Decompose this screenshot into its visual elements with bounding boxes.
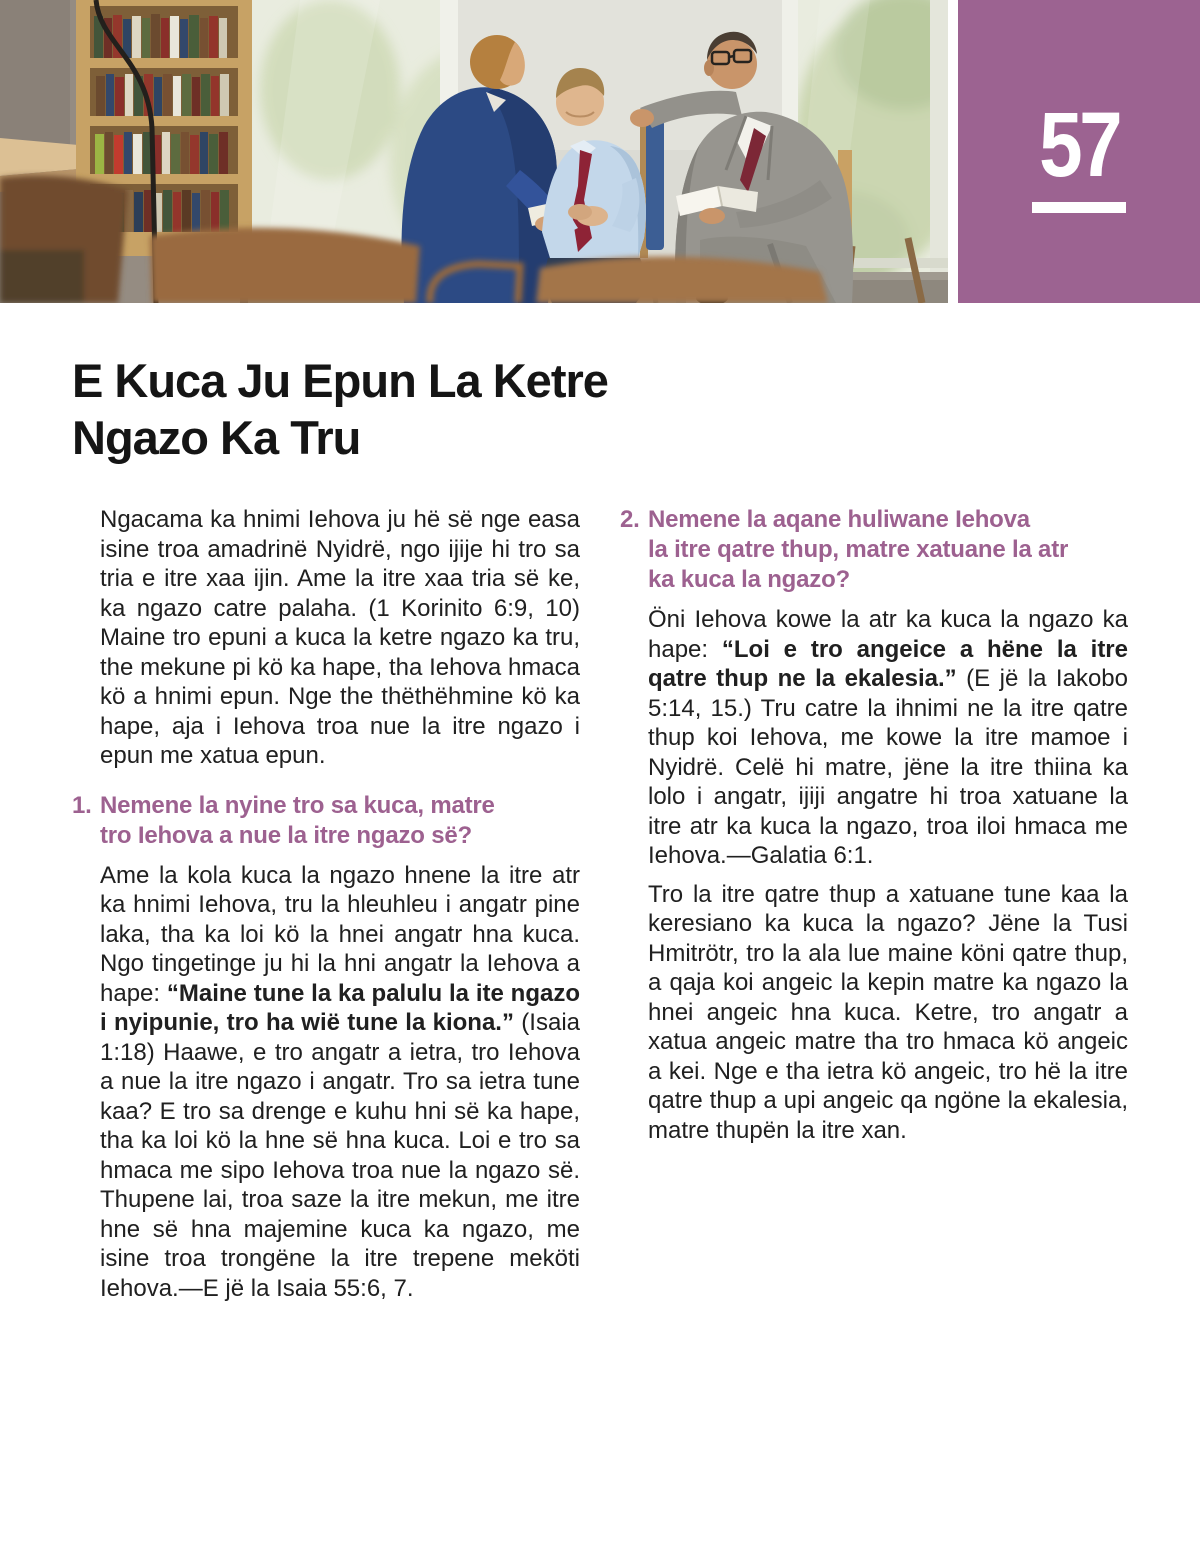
chapter-underline	[1032, 202, 1126, 213]
question-1-text: Nemene la nyine tro sa kuca, matre tro Iehova a nue la itre ngazo së?	[100, 791, 495, 849]
answer-1-paragraph: Ame la kola kuca la ngazo hnene la itre atr ka hnimi Iehova, tru la hleuhleu i angatr pine laka, tha ka loi kö la hnei angatr hna kuca. Ngo tingetinge ju hi la hni angatr la Iehova a hape: “Maine tune la ka palulu la ite ngazo i nyipunie, tro ha wië tune la kiona.” (Isaia 1:18) Haawe, e tro angatr a ietra, tro Iehova a nue la itre ngazo i angatr. Tro sa ietra tune kaa? E tro sa drenge e kuhu hni së ka hape, tha ka loi kö la hne së hna kuca. Loi e tro sa hmaca me sipo Iehova troa nue la ngazo së. Thupene lai, troa saze la itre mekun, me itre hne së hna majemine kuca ka ngazo, me isine troa trongëne la itre trepene meköti Iehova.—E jë la Isaia 55:6, 7.	[100, 861, 580, 1302]
question-1-heading	[72, 791, 580, 851]
question-2-number: 2.	[620, 506, 640, 533]
answer-2-paragraph-1: Öni Iehova kowe la atr ka kuca la ngazo ka hape: “Loi e tro angeice a hëne la itre qatre thup ne la ekalesia.” (E jë la Iakobo 5:14, 15.) Tru catre la ihnimi ne la itre qatre thup koi Iehova, me kowe la itre mamoe i Nyidrë. Celë hi matre, jëne la itre thiina ka lolo i angatr, ijiji angatre hi troa xatuane la itre atr ka kuca la ngazo, troa iloi hmaca me Iehova.—Galatia 6:1.	[648, 606, 1128, 869]
chapter-number: 57	[1038, 93, 1120, 196]
question-1-number: 1.	[72, 791, 92, 819]
page-title: E Kuca Ju Epun La Ketre Ngazo Ka Tru	[72, 354, 608, 464]
chapter-badge	[958, 0, 1200, 303]
column-left	[72, 505, 580, 1312]
answer-2-paragraph-2: Tro la itre qatre thup a xatuane tune kaa la keresiano ka kuca la ngazo? Jëne la Tusi Hmitrötr, tro la ala lue maine köni qatre thup, a qaja koi angeic la kepin matre ka ngazo la hnei angeic hna kuca. Ketre, tro angatr a xatua angeic matre tha tro hmaca kö angeic a kei. Nge e tha ietra kö angeic, tro hë la itre qatre thup a upi angeic qa ngöne la ekalesia, matre thupën la itre xan.	[648, 880, 1128, 1144]
intro-paragraph: Ngacama ka hnimi Iehova ju hë së nge easa isine troa amadrinë Nyidrë, ngo ijije hi tro sa tria e itre xaa ijin. Ame la itre xaa tria së ke, ka ngazo catre palaha. (1 Korinito 6:9, 10) Maine tro epuni a kuca la ketre ngazo ka tru, the mekune pi kö ka hape, tha Iehova hmaca kö a hnimi epun. Nge the thëthëhmine kö ka hape, aja i Iehova troa nue la itre ngazo i epun me xatua epun.	[100, 506, 580, 769]
counseling-photo	[0, 0, 948, 303]
hero-section	[0, 0, 1200, 303]
question-2-text: Nemene la aqane huliwane Iehova la itre qatre thup, matre xatuane la atr ka kuca la ngazo?	[648, 506, 1069, 593]
question-2-heading	[620, 505, 1128, 595]
article-columns	[72, 505, 1128, 1312]
column-right	[620, 505, 1128, 1312]
